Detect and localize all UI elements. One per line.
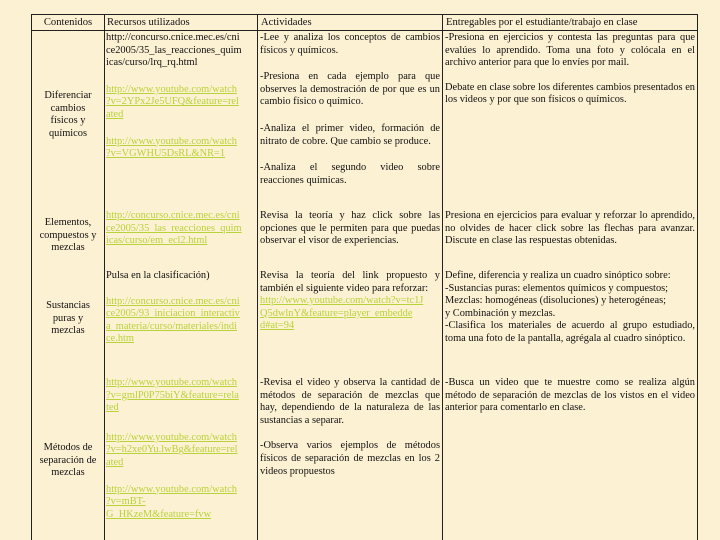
row3-contenido-line: Sustancias (46, 300, 90, 311)
row3-resource-link[interactable]: ce2005/93_iniciacion_interactiv (106, 308, 240, 320)
row1-video-link-1[interactable]: ated (106, 108, 124, 120)
table-border-top (31, 14, 698, 15)
row1-video-link-1[interactable]: http://www.youtube.com/watch (106, 83, 237, 95)
row4-video-link-3[interactable]: http://www.youtube.com/watch (106, 483, 237, 495)
row3-deliverable: -Clasifica los materiales de acuerdo al grupo estudiado, toma una foto de la pantalla, agrégala al cuadro sinóptico. (445, 320, 695, 344)
row4-actividades (260, 377, 440, 478)
row1-resource-url-line: ce2005/35_las_reacciones_quim (106, 44, 242, 56)
row2-actividades (260, 210, 440, 248)
row3-entregables (445, 270, 695, 346)
row3-actividades (260, 270, 440, 333)
row2-entregables (445, 210, 695, 248)
row3-deliverable: -Sustancias puras: elementos químicos y compuestos; (445, 282, 669, 294)
row4-contenido (32, 442, 104, 480)
row4-contenido-line: mezclas (51, 467, 85, 479)
row3-video-link[interactable]: d#at=94 (260, 320, 295, 332)
row2-activity: Revisa la teoría y haz click sobre las opciones que le permiten para que puedas observar el visor de experiencias. (260, 210, 440, 247)
row1-activity: -Lee y analiza los conceptos de cambios físicos y químicos. (260, 32, 440, 56)
row1-video-link-1[interactable]: ?v=2YPx2Je5UFQ&feature=rel (106, 96, 239, 108)
column-divider-2 (257, 14, 258, 540)
row3-contenido-line: mezclas (51, 325, 85, 337)
row3-resource-link[interactable]: ce.htm (106, 333, 134, 345)
row4-video-link-2[interactable]: ated (106, 456, 124, 468)
row2-contenido-line: mezclas (51, 242, 85, 254)
header-recursos: Recursos utilizados (107, 17, 190, 28)
row4-video-link-1[interactable]: ted (106, 402, 119, 414)
row2-resource-link[interactable]: ce2005/35_las_reacciones_quim (106, 222, 242, 234)
row2-contenido-line: Elementos, (44, 217, 92, 228)
row3-video-link[interactable]: Q5dwlnY&feature=player_embedde (260, 307, 413, 319)
row3-video-link[interactable]: http://www.youtube.com/watch?v=tc1J (260, 295, 424, 307)
row1-activity: -Analiza el segundo video sobre reacciones químicas. (260, 162, 440, 186)
row1-resource-url-line: http://concurso.cnice.mec.es/cni (106, 32, 240, 43)
row3-resource-link[interactable]: http://concurso.cnice.mec.es/cni (106, 295, 240, 307)
row3-deliverable: y Combinación y mezclas. (445, 307, 556, 319)
row1-activity: -Presiona en cada ejemplo para que observes la demostración de por que es un cambio físico o químico. (260, 71, 440, 108)
row1-entregables (445, 32, 695, 107)
row1-actividades (260, 32, 440, 187)
row1-contenido-line: Diferenciar (44, 90, 92, 101)
row4-video-link-1[interactable]: http://www.youtube.com/watch (106, 377, 237, 388)
table-border-right (697, 14, 698, 540)
row1-contenido (32, 90, 104, 140)
row4-contenido-line: separación de (39, 454, 97, 466)
header-divider (31, 30, 698, 31)
row1-deliverable: Debate en clase sobre los diferentes cambios presentados en los videos y por que son físicos o químicos. (445, 81, 695, 106)
row1-video-link-2[interactable]: http://www.youtube.com/watch (106, 135, 237, 147)
row4-recursos (106, 377, 256, 521)
row1-resource-url-line: icas/curso/lrq_rq.html (106, 57, 198, 69)
row4-contenido-line: Métodos de (43, 442, 93, 453)
row3-deliverable: Define, diferencia y realiza un cuadro sinóptico sobre: (445, 270, 671, 281)
row2-deliverable: Presiona en ejercicios para evaluar y reforzar lo aprendido, no olvides de hacer click sobre las flechas para avanzar. Discute en clase las respuestas obtenidas. (445, 210, 695, 247)
row3-recursos (106, 270, 256, 346)
row1-contenido-line: cambios (50, 102, 86, 114)
row1-contenido-line: físicos y (50, 115, 86, 127)
row3-contenido (32, 300, 104, 338)
row2-contenido (32, 217, 104, 255)
row3-activity: Revisa la teoría del link propuesto y también el siguiente video para reforzar: (260, 270, 440, 294)
row1-contenido-line: químicos (48, 127, 88, 139)
header-entregables: Entregables por el estudiante/trabajo en clase (446, 17, 638, 28)
row4-video-link-2[interactable]: http://www.youtube.com/watch (106, 431, 237, 443)
row4-activity: -Revisa el video y observa la cantidad de métodos de separación de mezclas que hay, dependiendo de la naturaleza de las sustancias a separar. (260, 377, 440, 426)
row3-deliverable: Mezclas: homogéneas (disoluciones) y heterogéneas; (445, 295, 667, 307)
row2-recursos (106, 210, 256, 248)
row4-video-link-3[interactable]: G_HKzeM&feature=fvw (106, 508, 212, 520)
column-divider-3 (442, 14, 443, 540)
row3-resource-note: Pulsa en la clasificación) (106, 270, 210, 281)
row4-video-link-3[interactable]: ?v=mBT- (106, 496, 146, 508)
row1-recursos (106, 32, 256, 161)
row3-contenido-line: puras y (52, 312, 84, 324)
row2-contenido-line: compuestos y (39, 229, 97, 241)
row4-activity: -Observa varios ejemplos de métodos físicos de separación de mezclas en los 2 videos propuestos (260, 440, 440, 477)
row1-deliverable: -Presiona en ejercicios y contesta las preguntas para que evalúes lo aprendido. Toma una foto y colócala en el archivo anterior para que lo envíes por mail. (445, 32, 695, 69)
row4-entregables (445, 377, 695, 415)
row4-video-link-1[interactable]: ?v=gmlP0P75biY&feature=rela (106, 389, 239, 401)
row2-resource-link[interactable]: icas/curso/em_ecl2.html (106, 235, 208, 247)
row3-resource-link[interactable]: a_materia/curso/materiales/indi (106, 320, 237, 332)
row4-deliverable: -Busca un video que te muestre como se realiza algún método de separación de mezclas de los vistos en el video anterior para comentarlo en clase. (445, 377, 695, 414)
row4-video-link-2[interactable]: ?v=h2xe0Yu.lwBg&feature=rel (106, 444, 238, 456)
row2-resource-link[interactable]: http://concurso.cnice.mec.es/cni (106, 210, 240, 221)
row1-video-link-2[interactable]: ?v=VGWHU5DsRL&NR=1 (106, 148, 226, 160)
row1-activity: -Analiza el primer video, formación de nitrato de cobre. Que cambio se produce. (260, 122, 440, 147)
header-actividades: Actividades (261, 17, 312, 28)
column-divider-1 (104, 14, 105, 540)
header-contenidos: Contenidos (43, 17, 93, 28)
